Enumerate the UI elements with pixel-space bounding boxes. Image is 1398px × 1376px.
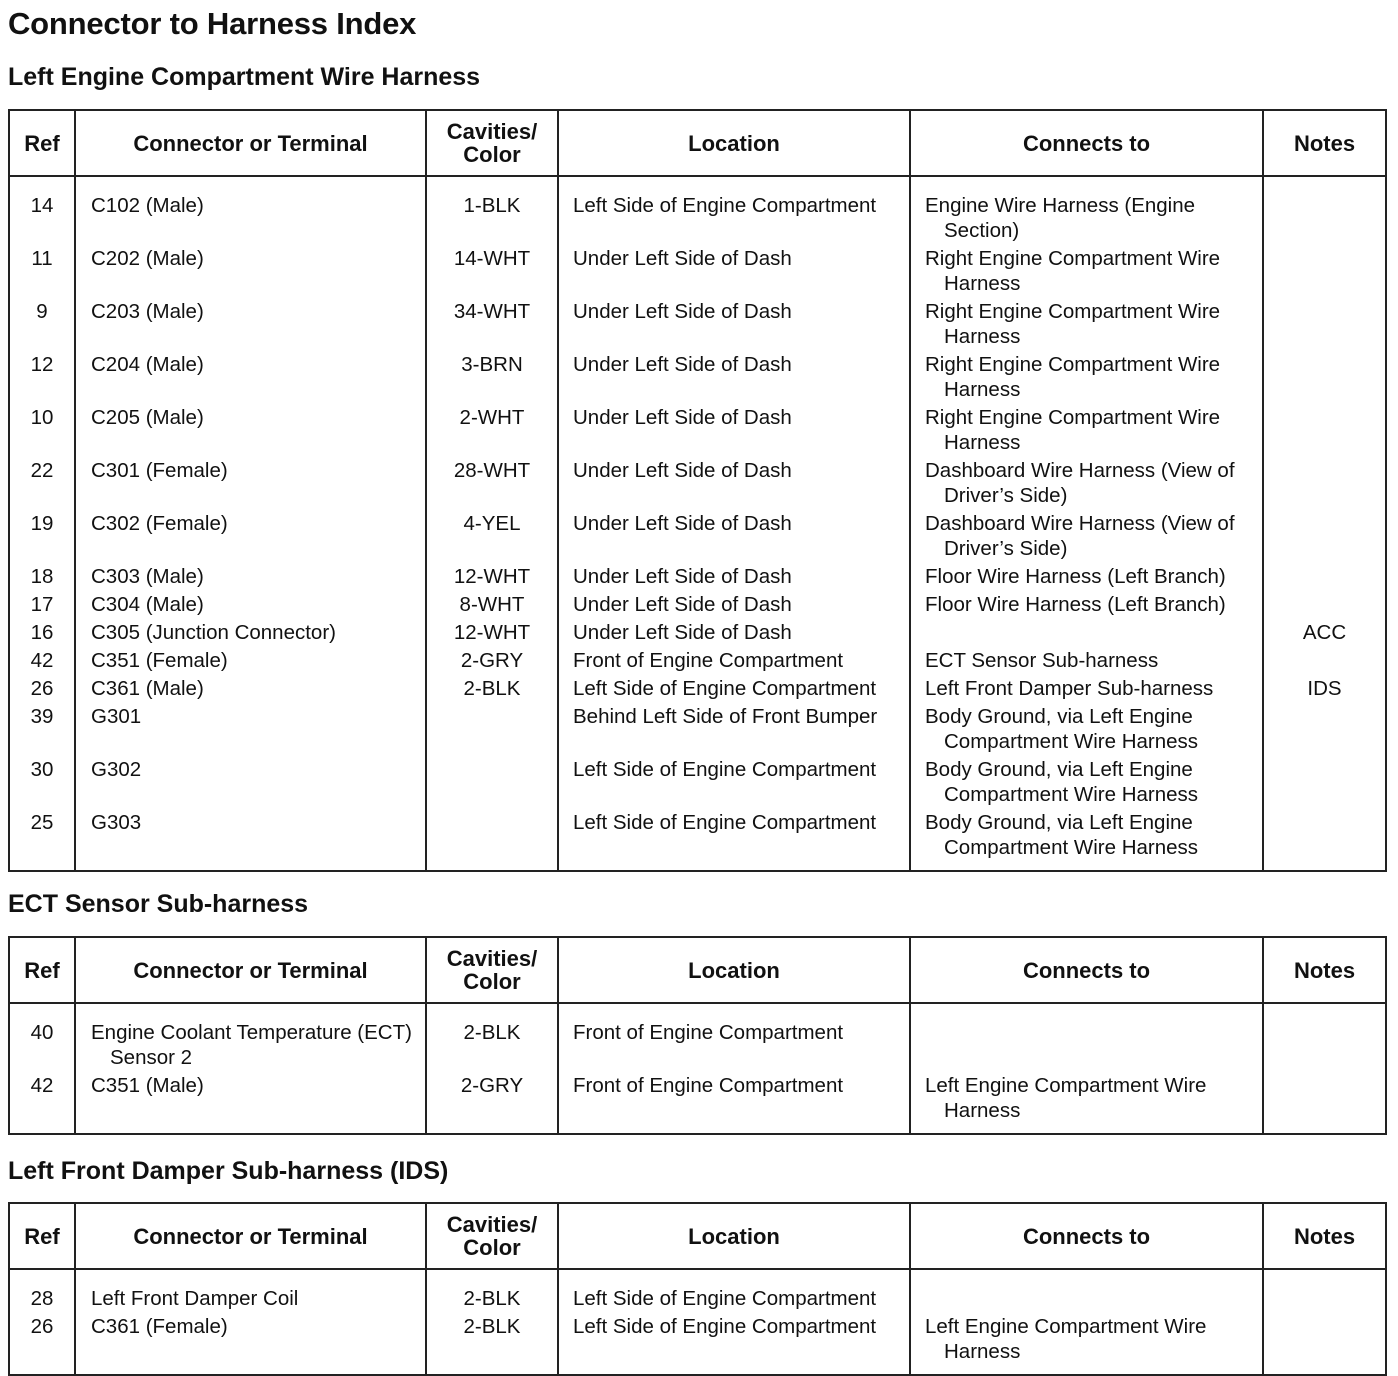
header-connector: Connector or Terminal [75,1203,426,1269]
section-title-ect-sensor: ECT Sensor Sub-harness [8,890,309,918]
cell-ref: 19 [9,511,75,564]
cell-location: Left Side of Engine Compartment [558,193,910,246]
header-connects-to: Connects to [910,110,1263,176]
cell-connector: C304 (Male) [75,592,426,620]
cell-location: Under Left Side of Dash [558,352,910,405]
cell-notes [1263,648,1386,676]
cell-cavities: 2-BLK [426,1020,558,1073]
cell-connects-to [910,1286,1263,1314]
cell-notes [1263,1314,1386,1375]
header-ref: Ref [9,1203,75,1269]
cell-cavities: 34-WHT [426,299,558,352]
table-row [9,1314,1386,1375]
cell-ref: 42 [9,1073,75,1134]
header-location: Location [558,1203,910,1269]
cell-cavities [426,757,558,810]
cell-ref: 17 [9,592,75,620]
cell-ref: 16 [9,620,75,648]
cell-connector: C351 (Female) [75,648,426,676]
spacer-cell [9,1003,75,1020]
spacer-cell [558,1269,910,1286]
cell-connects-to: Body Ground, via Left Engine Compartment Wire Harness [910,810,1263,871]
table-row [9,246,1386,299]
cell-ref: 40 [9,1020,75,1073]
header-connects-to: Connects to [910,937,1263,1003]
cell-ref: 9 [9,299,75,352]
cell-connects-to [910,620,1263,648]
header-notes: Notes [1263,1203,1386,1269]
cell-ref: 30 [9,757,75,810]
header-connects-to: Connects to [910,1203,1263,1269]
table-row [9,592,1386,620]
cell-location: Left Side of Engine Compartment [558,1314,910,1375]
table-row [9,193,1386,246]
cell-ref: 26 [9,1314,75,1375]
section-title-left-front-damper: Left Front Damper Sub-harness (IDS) [8,1157,449,1185]
spacer-row [9,1269,1386,1286]
spacer-cell [426,1269,558,1286]
spacer-cell [9,1269,75,1286]
table-row [9,564,1386,592]
header-cavities-label: Cavities/ Color [446,119,538,167]
cell-ref: 11 [9,246,75,299]
cell-connector: C302 (Female) [75,511,426,564]
cell-connects-to: Right Engine Compartment Wire Harness [910,299,1263,352]
cell-notes [1263,193,1386,246]
cell-connects-to: Left Front Damper Sub-harness [910,676,1263,704]
cell-cavities: 2-BLK [426,676,558,704]
cell-notes [1263,564,1386,592]
cell-location: Front of Engine Compartment [558,1020,910,1073]
table-ect-sensor [8,936,1387,1135]
spacer-cell [426,1003,558,1020]
table-row [9,620,1386,648]
cell-location: Under Left Side of Dash [558,458,910,511]
cell-notes [1263,352,1386,405]
cell-ref: 25 [9,810,75,871]
cell-cavities [426,810,558,871]
header-ref: Ref [9,110,75,176]
cell-connects-to [910,1020,1263,1073]
cell-connects-to: Floor Wire Harness (Left Branch) [910,592,1263,620]
cell-location: Under Left Side of Dash [558,592,910,620]
cell-connects-to: Right Engine Compartment Wire Harness [910,246,1263,299]
cell-connector: C301 (Female) [75,458,426,511]
table-left-front-damper [8,1202,1387,1376]
cell-ref: 12 [9,352,75,405]
header-cavities [426,110,558,176]
header-ref: Ref [9,937,75,1003]
cell-connector: C204 (Male) [75,352,426,405]
cell-notes [1263,458,1386,511]
table-row [9,299,1386,352]
cell-location: Left Side of Engine Compartment [558,810,910,871]
table-row [9,704,1386,757]
spacer-cell [910,176,1263,193]
cell-connector: G303 [75,810,426,871]
spacer-cell [75,176,426,193]
cell-notes [1263,1020,1386,1073]
cell-cavities [426,704,558,757]
cell-connector: C361 (Male) [75,676,426,704]
spacer-cell [1263,1269,1386,1286]
spacer-cell [9,176,75,193]
cell-location: Left Side of Engine Compartment [558,676,910,704]
cell-cavities: 12-WHT [426,564,558,592]
cell-cavities: 2-WHT [426,405,558,458]
cell-connects-to: Dashboard Wire Harness (View of Driver’s Side) [910,458,1263,511]
spacer-cell [75,1003,426,1020]
cell-connects-to: Body Ground, via Left Engine Compartment Wire Harness [910,757,1263,810]
cell-ref: 28 [9,1286,75,1314]
table-row [9,1073,1386,1134]
cell-notes [1263,299,1386,352]
cell-cavities: 14-WHT [426,246,558,299]
table-row [9,352,1386,405]
cell-connector: Left Front Damper Coil [75,1286,426,1314]
cell-connects-to: ECT Sensor Sub-harness [910,648,1263,676]
cell-location: Under Left Side of Dash [558,564,910,592]
cell-connector: C205 (Male) [75,405,426,458]
cell-notes [1263,810,1386,871]
cell-notes [1263,1286,1386,1314]
cell-notes [1263,511,1386,564]
spacer-cell [75,1269,426,1286]
cell-cavities: 2-BLK [426,1286,558,1314]
cell-cavities: 2-GRY [426,1073,558,1134]
table-left-engine-compartment [8,109,1387,872]
cell-connector: C303 (Male) [75,564,426,592]
table-row [9,1286,1386,1314]
cell-notes: IDS [1263,676,1386,704]
cell-connects-to: Dashboard Wire Harness (View of Driver’s Side) [910,511,1263,564]
header-connector: Connector or Terminal [75,937,426,1003]
cell-connects-to: Right Engine Compartment Wire Harness [910,405,1263,458]
cell-connector: G301 [75,704,426,757]
cell-connector: C351 (Male) [75,1073,426,1134]
cell-notes: ACC [1263,620,1386,648]
cell-connects-to: Left Engine Compartment Wire Harness [910,1314,1263,1375]
header-location: Location [558,937,910,1003]
cell-ref: 14 [9,193,75,246]
header-location: Location [558,110,910,176]
cell-connector: Engine Coolant Temperature (ECT) Sensor 2 [75,1020,426,1073]
cell-location: Under Left Side of Dash [558,246,910,299]
page-title: Connector to Harness Index [8,6,417,41]
header-cavities-label: Cavities/ Color [446,946,538,994]
cell-ref: 39 [9,704,75,757]
cell-notes [1263,246,1386,299]
cell-cavities: 2-BLK [426,1314,558,1375]
section-title-left-engine-compartment: Left Engine Compartment Wire Harness [8,63,481,91]
spacer-cell [426,176,558,193]
cell-ref: 18 [9,564,75,592]
cell-location: Behind Left Side of Front Bumper [558,704,910,757]
cell-location: Under Left Side of Dash [558,299,910,352]
cell-ref: 22 [9,458,75,511]
table-row [9,810,1386,871]
cell-cavities: 28-WHT [426,458,558,511]
cell-connects-to: Engine Wire Harness (Engine Section) [910,193,1263,246]
cell-connector: C102 (Male) [75,193,426,246]
cell-notes [1263,592,1386,620]
spacer-cell [558,1003,910,1020]
cell-cavities: 1-BLK [426,193,558,246]
cell-location: Left Side of Engine Compartment [558,1286,910,1314]
header-cavities [426,937,558,1003]
cell-ref: 42 [9,648,75,676]
cell-notes [1263,405,1386,458]
cell-location: Under Left Side of Dash [558,405,910,458]
cell-connects-to: Right Engine Compartment Wire Harness [910,352,1263,405]
cell-connects-to: Floor Wire Harness (Left Branch) [910,564,1263,592]
cell-location: Left Side of Engine Compartment [558,757,910,810]
cell-connector: C361 (Female) [75,1314,426,1375]
header-cavities [426,1203,558,1269]
cell-location: Under Left Side of Dash [558,620,910,648]
cell-cavities: 2-GRY [426,648,558,676]
cell-cavities: 3-BRN [426,352,558,405]
spacer-cell [1263,1003,1386,1020]
table-row [9,511,1386,564]
cell-connects-to: Left Engine Compartment Wire Harness [910,1073,1263,1134]
table-row [9,676,1386,704]
cell-location: Front of Engine Compartment [558,648,910,676]
cell-notes [1263,1073,1386,1134]
cell-location: Under Left Side of Dash [558,511,910,564]
header-notes: Notes [1263,937,1386,1003]
cell-notes [1263,704,1386,757]
spacer-row [9,1003,1386,1020]
cell-connector: G302 [75,757,426,810]
cell-ref: 26 [9,676,75,704]
spacer-cell [1263,176,1386,193]
header-cavities-label: Cavities/ Color [446,1212,538,1260]
table-row [9,405,1386,458]
cell-notes [1263,757,1386,810]
header-notes: Notes [1263,110,1386,176]
table-row [9,1020,1386,1073]
spacer-row [9,176,1386,193]
table-row [9,757,1386,810]
spacer-cell [910,1003,1263,1020]
header-connector: Connector or Terminal [75,110,426,176]
cell-location: Front of Engine Compartment [558,1073,910,1134]
cell-cavities: 12-WHT [426,620,558,648]
table-row [9,648,1386,676]
cell-ref: 10 [9,405,75,458]
cell-connector: C305 (Junction Connector) [75,620,426,648]
spacer-cell [558,176,910,193]
cell-connector: C203 (Male) [75,299,426,352]
cell-connector: C202 (Male) [75,246,426,299]
table-row [9,458,1386,511]
spacer-cell [910,1269,1263,1286]
cell-cavities: 8-WHT [426,592,558,620]
cell-cavities: 4-YEL [426,511,558,564]
cell-connects-to: Body Ground, via Left Engine Compartment Wire Harness [910,704,1263,757]
